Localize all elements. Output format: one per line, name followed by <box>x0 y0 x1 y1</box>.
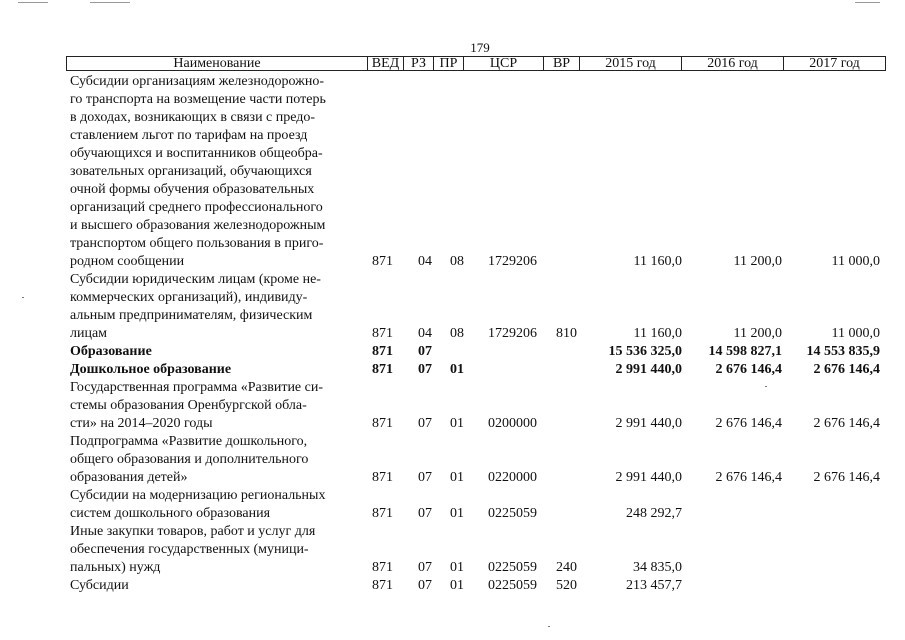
table-row <box>0 361 905 379</box>
cell-2015: 248 292,7 <box>626 506 682 521</box>
cell-pr: 01 <box>450 506 464 521</box>
scan-edge-mark <box>18 2 48 3</box>
cell-ved: 871 <box>372 470 393 485</box>
scan-speck <box>548 626 550 627</box>
row-name-line: Дошкольное образование <box>70 362 232 377</box>
cell-2015: 15 536 325,0 <box>608 344 682 359</box>
cell-2015: 34 835,0 <box>633 560 682 575</box>
row-name-line: обеспечения государственных (муници- <box>70 542 309 557</box>
cell-2016: 2 676 146,4 <box>715 470 782 485</box>
cell-pr: 01 <box>450 578 464 593</box>
row-name-line: Подпрограмма «Развитие дошкольного, <box>70 434 308 449</box>
row-name-line: общего образования и дополнительного <box>70 452 309 467</box>
row-name <box>70 433 360 487</box>
cell-csr: 0220000 <box>488 470 537 485</box>
cell-2017: 2 676 146,4 <box>813 470 880 485</box>
cell-ved: 871 <box>372 506 393 521</box>
cell-ved: 871 <box>372 560 393 575</box>
table-row <box>0 433 905 487</box>
header-2015: 2015 год <box>579 57 681 71</box>
table-row <box>0 523 905 577</box>
table-row <box>0 73 905 271</box>
table-row <box>0 271 905 343</box>
row-name-line: Иные закупки товаров, работ и услуг для <box>70 524 316 539</box>
cell-2016: 14 598 827,1 <box>708 344 782 359</box>
row-name-line: организаций среднего профессионального <box>70 200 323 215</box>
row-name-line: Субсидии <box>70 578 129 593</box>
row-name-line: обучающихся и воспитанников общеобра- <box>70 146 323 161</box>
cell-2017: 11 000,0 <box>831 326 880 341</box>
scan-edge-mark <box>90 2 130 3</box>
page-number: 179 <box>470 40 490 55</box>
cell-vr: 520 <box>556 578 577 593</box>
cell-rz: 04 <box>418 254 432 269</box>
cell-vr: 240 <box>556 560 577 575</box>
cell-2015: 11 160,0 <box>633 326 682 341</box>
header-vr: ВР <box>543 57 579 71</box>
cell-2017: 2 676 146,4 <box>813 362 880 377</box>
cell-pr: 01 <box>450 470 464 485</box>
row-name-line: систем дошкольного образования <box>70 506 271 521</box>
cell-csr: 1729206 <box>488 326 537 341</box>
row-name <box>70 73 360 271</box>
row-name <box>70 523 360 577</box>
row-name-line: коммерческих организаций), индивиду- <box>70 290 308 305</box>
cell-ved: 871 <box>372 416 393 431</box>
header-rz: РЗ <box>403 57 433 71</box>
row-name-line: и высшего образования железнодорожным <box>70 218 326 233</box>
row-name <box>70 271 360 343</box>
cell-csr: 0225059 <box>488 506 537 521</box>
row-name-line: родном сообщении <box>70 254 185 269</box>
cell-2017: 11 000,0 <box>831 254 880 269</box>
header-csr: ЦСР <box>463 57 543 71</box>
cell-ved: 871 <box>372 326 393 341</box>
row-name-line: транспортом общего пользования в приго- <box>70 236 324 251</box>
cell-ved: 871 <box>372 344 393 359</box>
cell-2015: 213 457,7 <box>626 578 682 593</box>
cell-rz: 07 <box>418 578 432 593</box>
row-name-line: очной формы обучения образовательных <box>70 182 315 197</box>
cell-csr: 0225059 <box>488 560 537 575</box>
scan-speck <box>22 297 24 298</box>
cell-2016: 11 200,0 <box>733 254 782 269</box>
cell-2016: 2 676 146,4 <box>715 416 782 431</box>
row-name-line: го транспорта на возмещение части потерь <box>70 92 326 107</box>
row-name <box>70 343 360 361</box>
cell-pr: 01 <box>450 362 464 377</box>
row-name-line: в доходах, возникающих в связи с предо- <box>70 110 316 125</box>
scan-edge-mark <box>855 2 880 3</box>
header-pr: ПР <box>433 57 463 71</box>
header-ved: ВЕД <box>367 57 403 71</box>
row-name-line: лицам <box>70 326 108 341</box>
row-name-line: образования детей» <box>70 470 188 485</box>
header-2016: 2016 год <box>681 57 783 71</box>
row-name <box>70 487 360 523</box>
header-2017: 2017 год <box>783 57 885 71</box>
cell-pr: 08 <box>450 254 464 269</box>
table-row <box>0 379 905 433</box>
row-name-line: Субсидии организациям железнодорожно- <box>70 74 325 89</box>
cell-vr: 810 <box>556 326 577 341</box>
cell-2017: 2 676 146,4 <box>813 416 880 431</box>
row-name-line: зовательных организаций, обучающихся <box>70 164 312 179</box>
cell-2015: 2 991 440,0 <box>615 362 682 377</box>
cell-csr: 0200000 <box>488 416 537 431</box>
cell-pr: 01 <box>450 416 464 431</box>
cell-ved: 871 <box>372 362 393 377</box>
row-name-line: ставлением льгот по тарифам на проезд <box>70 128 308 143</box>
cell-csr: 1729206 <box>488 254 537 269</box>
cell-rz: 07 <box>418 344 432 359</box>
cell-csr: 0225059 <box>488 578 537 593</box>
cell-2017: 14 553 835,9 <box>806 344 880 359</box>
cell-rz: 07 <box>418 560 432 575</box>
cell-ved: 871 <box>372 254 393 269</box>
row-name <box>70 361 360 379</box>
cell-rz: 07 <box>418 416 432 431</box>
cell-2015: 2 991 440,0 <box>615 470 682 485</box>
row-name <box>70 577 360 595</box>
table-row <box>0 487 905 523</box>
row-name-line: Образование <box>70 344 152 359</box>
cell-rz: 07 <box>418 362 432 377</box>
row-name-line: сти» на 2014–2020 годы <box>70 416 213 431</box>
row-name-line: Субсидии юридическим лицам (кроме не- <box>70 272 321 287</box>
row-name-line: стемы образования Оренбургской обла- <box>70 398 307 413</box>
cell-pr: 01 <box>450 560 464 575</box>
header-name: Наименование <box>173 56 261 71</box>
cell-ved: 871 <box>372 578 393 593</box>
cell-rz: 07 <box>418 470 432 485</box>
row-name <box>70 379 360 433</box>
cell-2016: 11 200,0 <box>733 326 782 341</box>
table-row <box>0 343 905 361</box>
table-header <box>66 56 886 71</box>
table-row <box>0 577 905 595</box>
row-name-line: пальных) нужд <box>70 560 161 575</box>
cell-2015: 2 991 440,0 <box>615 416 682 431</box>
scan-speck <box>765 386 767 387</box>
cell-pr: 08 <box>450 326 464 341</box>
cell-2016: 2 676 146,4 <box>715 362 782 377</box>
cell-2015: 11 160,0 <box>633 254 682 269</box>
row-name-line: Государственная программа «Развитие си- <box>70 380 324 395</box>
cell-rz: 04 <box>418 326 432 341</box>
row-name-line: альным предпринимателям, физическим <box>70 308 313 323</box>
row-name-line: Субсидии на модернизацию региональных <box>70 488 326 503</box>
cell-rz: 07 <box>418 506 432 521</box>
